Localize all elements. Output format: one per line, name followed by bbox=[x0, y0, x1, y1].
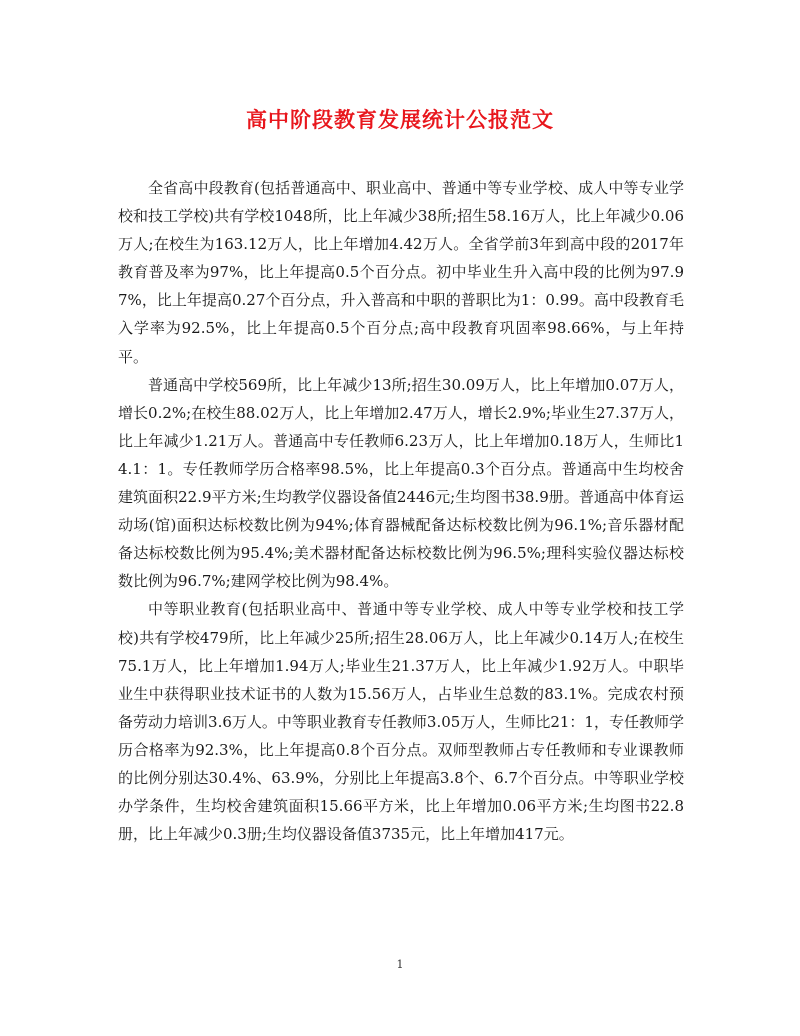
paragraph-general-high-school: 普通高中学校569所，比上年减少13所;招生30.09万人，比上年增加0.07万人，增长0.2%;在校生88.02万人，比上年增加2.47万人，增长2.9%;毕业生27.37万人，比上年减少1.21万人。普通高中专任教师6.23万人，比上年增加0.18万人，生师比14.1：1。专任教师学历合格率98.5%，比上年提高0.3个百分点。普通高中生均校舍建筑面积22.9平方米;生均教学仪器设备值2446元;生均图书38.9册。普通高中体育运动场(馆)面积达标校数比例为94%;体育器械配备达标校数比例为96.1%;音乐器材配备达标校数比例为95.4%;美术器材配备达标校数比例为96.5%;理科实验仪器达标校数比例为96.7%;建网学校比例为98.4%。 bbox=[118, 375, 684, 591]
paragraph-overview: 全省高中段教育(包括普通高中、职业高中、普通中等专业学校、成人中等专业学校和技工学校)共有学校1048所，比上年减少38所;招生58.16万人，比上年减少0.06万人;在校生为163.12万人，比上年增加4.42万人。全省学前3年到高中段的2017年教育普及率为97%，比上年提高0.5个百分点。初中毕业生升入高中段的比例为97.97%，比上年提高0.27个百分点，升入普高和中职的普职比为1：0.99。高中段教育毛入学率为92.5%，比上年提高0.5个百分点;高中段教育巩固率98.66%，与上年持平。 bbox=[118, 179, 684, 366]
paragraph-vocational-education: 中等职业教育(包括职业高中、普通中等专业学校、成人中等专业学校和技工学校)共有学校479所，比上年减少25所;招生28.06万人，比上年减少0.14万人;在校生75.1万人，比上年增加1.94万人;毕业生21.37万人，比上年减少1.92万人。中职毕业生中获得职业技术证书的人数为15.56万人，占毕业生总数的83.1%。完成农村预备劳动力培训3.6万人。中等职业教育专任教师3.05万人，生师比21：1，专任教师学历合格率为92.3%，比上年提高0.8个百分点。双师型教师占专任教师和专业课教师的比例分别达30.4%、63.9%，分别比上年提高3.8个、6.7个百分点。中等职业学校办学条件，生均校舍建筑面积15.66平方米，比上年增加0.06平方米;生均图书22.8册，比上年减少0.3册;生均仪器设备值3735元，比上年增加417元。 bbox=[118, 600, 684, 844]
document-body bbox=[118, 174, 684, 848]
document-title: 高中阶段教育发展统计公报范文 bbox=[246, 107, 554, 132]
page-number: 1 bbox=[396, 958, 404, 971]
